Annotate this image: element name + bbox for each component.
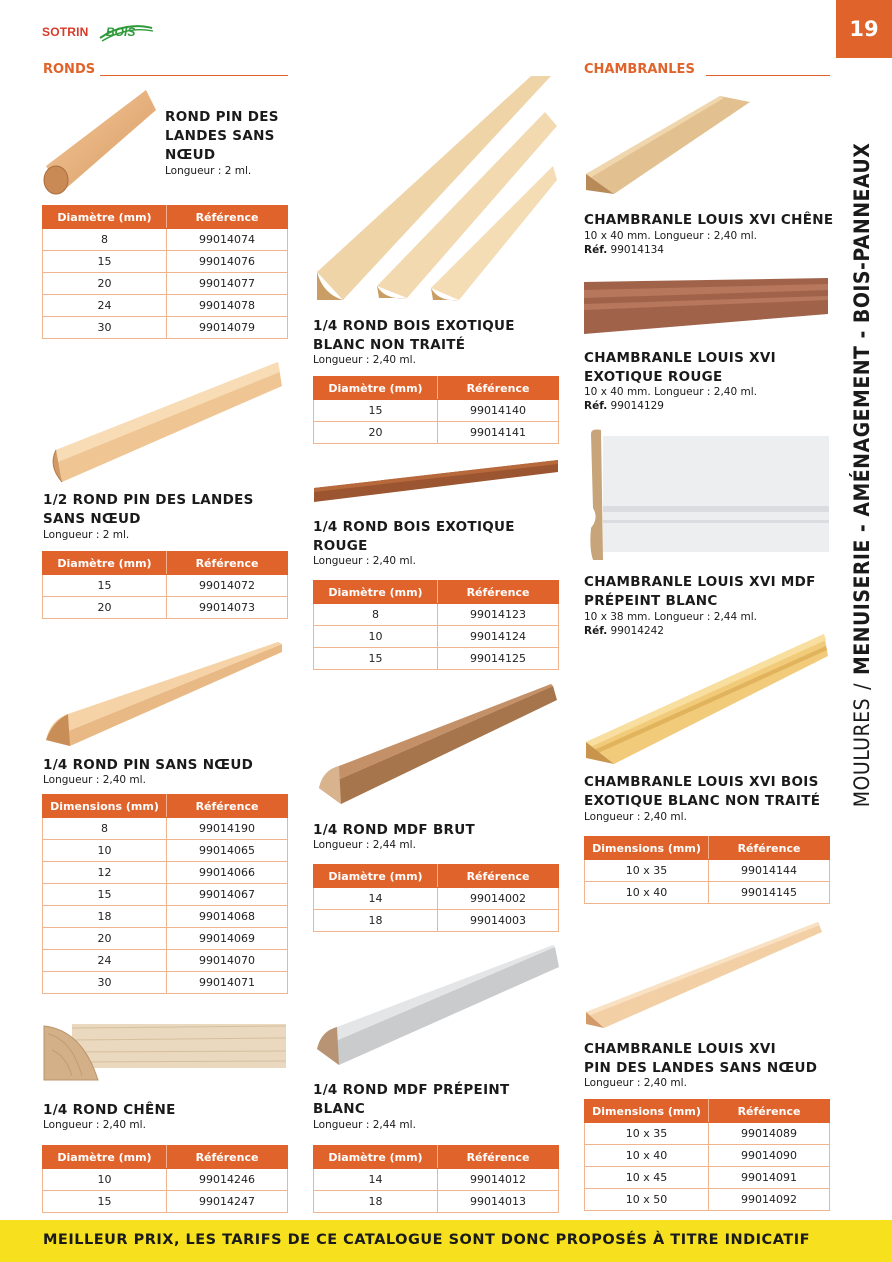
table-row [43, 906, 288, 928]
product-name-line: CHAMBRANLE LOUIS XVI [584, 350, 776, 366]
table-header-cell: Référence [167, 552, 288, 575]
quart-rond-chene-image [42, 1020, 288, 1082]
table-cell: 99014092 [709, 1189, 830, 1211]
table-row [43, 950, 288, 972]
chambranle-chene-image [584, 94, 752, 198]
table-cell: 15 [43, 1191, 167, 1213]
product-length: Longueur : 2,40 ml. [313, 354, 416, 366]
table-cell: 99014140 [438, 400, 559, 422]
table-cell: 10 x 45 [585, 1167, 709, 1189]
product-length: Longueur : 2,40 ml. [43, 774, 146, 786]
table-cell: 99014002 [438, 888, 559, 910]
chambranle-pin-image [584, 920, 824, 1032]
product-name [43, 1101, 176, 1120]
table-cell: 99014072 [167, 575, 288, 597]
table-cell: 14 [314, 1169, 438, 1191]
table-header-row [585, 1100, 830, 1123]
table-cell: 99014247 [167, 1191, 288, 1213]
quart-rond-mdf-blanc-image [313, 945, 559, 1069]
product-name-line: ROND PIN DES [165, 109, 279, 125]
chambranle-exotique-blanc-image [584, 632, 830, 766]
brand-name-part2: BOIS [106, 25, 136, 39]
table-cell: 18 [314, 910, 438, 932]
table-cell: 99014145 [709, 882, 830, 904]
reference-value: 99014129 [610, 400, 664, 412]
reference-table [42, 794, 288, 994]
product-name-line: 1/2 ROND PIN DES LANDES [43, 492, 254, 508]
table-cell: 99014125 [438, 648, 559, 670]
page-number: 19 [836, 0, 892, 58]
product-length: Longueur : 2 ml. [165, 165, 252, 177]
sidebar-category-part2: MENUISERIE - AMÉNAGEMENT - BOIS-PANNEAUX [850, 142, 874, 676]
reference-table [313, 864, 559, 932]
table-cell: 99014079 [167, 317, 288, 339]
product-name [43, 491, 254, 529]
product-name [313, 518, 515, 556]
table-cell: 99014124 [438, 626, 559, 648]
chambranle-mdf-image [589, 428, 829, 562]
table-header-cell: Diamètre (mm) [314, 581, 438, 604]
table-cell: 99014065 [167, 840, 288, 862]
table-header-cell: Dimensions (mm) [585, 1100, 709, 1123]
product-length: Longueur : 2,40 ml. [584, 1077, 687, 1089]
table-row [314, 1169, 559, 1191]
table-cell: 99014013 [438, 1191, 559, 1213]
table-row [43, 251, 288, 273]
reference-value: 99014134 [610, 244, 664, 256]
table-cell: 10 x 35 [585, 860, 709, 882]
table-cell: 20 [314, 422, 438, 444]
table-row [43, 597, 288, 619]
table-cell: 10 x 40 [585, 1145, 709, 1167]
table-row [314, 400, 559, 422]
table-row [43, 884, 288, 906]
table-row [43, 295, 288, 317]
product-dimensions: 10 x 40 mm. Longueur : 2,40 ml. [584, 230, 757, 242]
table-row [314, 604, 559, 626]
brand-name-part1: SOTRIN [42, 25, 89, 39]
demi-rond-pin-image [42, 358, 284, 488]
product-name-line: 1/4 ROND BOIS EXOTIQUE [313, 318, 515, 334]
table-cell: 99014066 [167, 862, 288, 884]
product-name-line: 1/4 ROND BOIS EXOTIQUE [313, 519, 515, 535]
table-cell: 30 [43, 972, 167, 994]
table-cell: 10 x 35 [585, 1123, 709, 1145]
table-cell: 20 [43, 928, 167, 950]
product-name [584, 211, 833, 230]
table-cell: 15 [43, 251, 167, 273]
product-name-line: NŒUD [165, 147, 216, 163]
product-name [584, 573, 816, 611]
table-cell: 99014069 [167, 928, 288, 950]
product-name [313, 821, 475, 840]
reference-value: 99014242 [610, 625, 664, 637]
table-row [585, 1123, 830, 1145]
table-header-row [314, 581, 559, 604]
product-name-line: CHAMBRANLE LOUIS XVI MDF [584, 574, 816, 590]
chambranle-exotique-rouge-image [584, 278, 830, 336]
table-row [43, 273, 288, 295]
table-row [585, 1167, 830, 1189]
product-name-line: EXOTIQUE BLANC NON TRAITÉ [584, 793, 821, 809]
table-row [314, 648, 559, 670]
table-cell: 8 [43, 229, 167, 251]
product-length: Longueur : 2,40 ml. [584, 811, 687, 823]
table-header-cell: Dimensions (mm) [585, 837, 709, 860]
table-row [314, 422, 559, 444]
table-cell: 8 [314, 604, 438, 626]
table-header-row [585, 837, 830, 860]
brand-logo [42, 22, 154, 44]
table-cell: 99014141 [438, 422, 559, 444]
product-name-line: 1/4 ROND MDF BRUT [313, 822, 476, 838]
table-row [314, 626, 559, 648]
product-name-line: ROUGE [313, 538, 368, 554]
table-header-cell: Diamètre (mm) [314, 377, 438, 400]
table-cell: 99014246 [167, 1169, 288, 1191]
sidebar-separator: / [850, 683, 874, 690]
table-cell: 99014144 [709, 860, 830, 882]
table-header-cell: Référence [438, 377, 559, 400]
quart-rond-mdf-brut-image [313, 684, 559, 808]
product-length: Longueur : 2,44 ml. [313, 1119, 416, 1131]
table-row [43, 840, 288, 862]
table-cell: 20 [43, 597, 167, 619]
section-title-chambranles: CHAMBRANLES [584, 62, 695, 77]
table-row [43, 818, 288, 840]
quart-rond-exotique-blanc-image [313, 72, 559, 304]
table-cell: 18 [43, 906, 167, 928]
table-cell: 99014012 [438, 1169, 559, 1191]
table-cell: 10 [43, 1169, 167, 1191]
table-cell: 15 [43, 884, 167, 906]
table-header-cell: Référence [167, 1146, 288, 1169]
product-name-line: BLANC [313, 1101, 366, 1117]
table-cell: 99014074 [167, 229, 288, 251]
table-header-row [43, 795, 288, 818]
table-cell: 10 x 40 [585, 882, 709, 904]
table-cell: 99014073 [167, 597, 288, 619]
table-row [314, 888, 559, 910]
table-cell: 20 [43, 273, 167, 295]
product-name-line: CHAMBRANLE LOUIS XVI BOIS [584, 774, 819, 790]
table-header-cell: Référence [438, 865, 559, 888]
sidebar-category [832, 70, 892, 880]
table-row [43, 575, 288, 597]
product-name [584, 773, 820, 811]
table-cell: 24 [43, 295, 167, 317]
table-header-cell: Référence [438, 581, 559, 604]
table-row [43, 1191, 288, 1213]
table-cell: 99014090 [709, 1145, 830, 1167]
table-header-cell: Dimensions (mm) [43, 795, 167, 818]
table-row [585, 1189, 830, 1211]
table-header-cell: Référence [709, 837, 830, 860]
table-row [585, 1145, 830, 1167]
table-cell: 99014077 [167, 273, 288, 295]
table-cell: 15 [43, 575, 167, 597]
table-row [43, 972, 288, 994]
sidebar-category-part1: MOULURES [850, 697, 874, 808]
table-header-cell: Référence [167, 795, 288, 818]
product-name [584, 1040, 817, 1078]
table-row [585, 860, 830, 882]
table-cell: 99014076 [167, 251, 288, 273]
table-row [43, 1169, 288, 1191]
section-rule [706, 75, 830, 76]
footer-banner [0, 1220, 892, 1262]
table-cell: 12 [43, 862, 167, 884]
reference-table [313, 1145, 559, 1213]
product-name-line: 1/4 ROND MDF PRÉPEINT [313, 1082, 510, 1098]
table-cell: 99014003 [438, 910, 559, 932]
product-length: Longueur : 2,40 ml. [313, 555, 416, 567]
table-header-cell: Référence [438, 1146, 559, 1169]
footer-disclaimer: MEILLEUR PRIX, LES TARIFS DE CE CATALOGUE SONT DONC PROPOSÉS À TITRE INDICATIF [43, 1232, 810, 1248]
table-cell: 18 [314, 1191, 438, 1213]
product-name-line: BLANC NON TRAITÉ [313, 337, 466, 353]
table-row [314, 1191, 559, 1213]
product-name [165, 108, 279, 165]
section-title-ronds: RONDS [43, 62, 96, 77]
table-cell: 99014089 [709, 1123, 830, 1145]
table-cell: 99014068 [167, 906, 288, 928]
table-header-cell: Diamètre (mm) [43, 206, 167, 229]
product-name-line: PRÉPEINT BLANC [584, 593, 718, 609]
table-header-cell: Diamètre (mm) [43, 1146, 167, 1169]
product-name [43, 756, 253, 775]
table-header-cell: Diamètre (mm) [43, 552, 167, 575]
table-header-row [314, 1146, 559, 1169]
table-row [43, 862, 288, 884]
reference-table [584, 836, 830, 904]
reference-table [313, 376, 559, 444]
table-cell: 15 [314, 400, 438, 422]
table-row [585, 882, 830, 904]
reference-table [42, 1145, 288, 1213]
product-dimensions: 10 x 40 mm. Longueur : 2,40 ml. [584, 386, 757, 398]
rond-pin-image [42, 86, 160, 198]
product-name [313, 317, 515, 355]
reference-table [42, 205, 288, 339]
product-name-line: 1/4 ROND CHÊNE [43, 1102, 176, 1118]
table-cell: 99014123 [438, 604, 559, 626]
table-row [43, 229, 288, 251]
table-cell: 10 [43, 840, 167, 862]
product-length: Longueur : 2,40 ml. [43, 1119, 146, 1131]
table-row [43, 928, 288, 950]
reference-table [584, 1099, 830, 1211]
table-header-cell: Référence [709, 1100, 830, 1123]
product-name-line: SANS NŒUD [43, 511, 141, 527]
table-cell: 14 [314, 888, 438, 910]
table-cell: 99014071 [167, 972, 288, 994]
table-cell: 99014070 [167, 950, 288, 972]
product-name-line: LANDES SANS [165, 128, 275, 144]
product-name [313, 1081, 510, 1119]
table-cell: 99014067 [167, 884, 288, 906]
quart-rond-pin-image [42, 640, 286, 748]
product-name-line: EXOTIQUE ROUGE [584, 369, 723, 385]
table-cell: 10 [314, 626, 438, 648]
quart-rond-exotique-rouge-image [312, 458, 560, 504]
table-cell: 99014078 [167, 295, 288, 317]
product-name-line: CHAMBRANLE LOUIS XVI CHÊNE [584, 212, 834, 228]
table-header-cell: Diamètre (mm) [314, 865, 438, 888]
table-header-row [43, 1146, 288, 1169]
table-row [314, 910, 559, 932]
table-header-row [314, 377, 559, 400]
table-header-row [43, 552, 288, 575]
reference-table [313, 580, 559, 670]
product-dimensions: 10 x 38 mm. Longueur : 2,44 ml. [584, 611, 757, 623]
product-length: Longueur : 2,44 ml. [313, 839, 416, 851]
section-rule [100, 75, 288, 76]
product-reference [584, 244, 664, 257]
table-cell: 10 x 50 [585, 1189, 709, 1211]
product-name-line: PIN DES LANDES SANS NŒUD [584, 1060, 818, 1076]
table-cell: 99014091 [709, 1167, 830, 1189]
reference-label: Réf. [584, 400, 608, 412]
table-cell: 8 [43, 818, 167, 840]
table-header-cell: Référence [167, 206, 288, 229]
table-cell: 24 [43, 950, 167, 972]
reference-label: Réf. [584, 244, 608, 256]
table-cell: 15 [314, 648, 438, 670]
table-row [43, 317, 288, 339]
product-reference [584, 400, 664, 413]
table-cell: 99014190 [167, 818, 288, 840]
product-name [584, 349, 776, 387]
table-header-row [314, 865, 559, 888]
table-header-cell: Diamètre (mm) [314, 1146, 438, 1169]
reference-label: Réf. [584, 625, 608, 637]
reference-table [42, 551, 288, 619]
product-length: Longueur : 2 ml. [43, 529, 130, 541]
table-cell: 30 [43, 317, 167, 339]
product-name-line: 1/4 ROND PIN SANS NŒUD [43, 757, 254, 773]
product-name-line: CHAMBRANLE LOUIS XVI [584, 1041, 776, 1057]
table-header-row [43, 206, 288, 229]
